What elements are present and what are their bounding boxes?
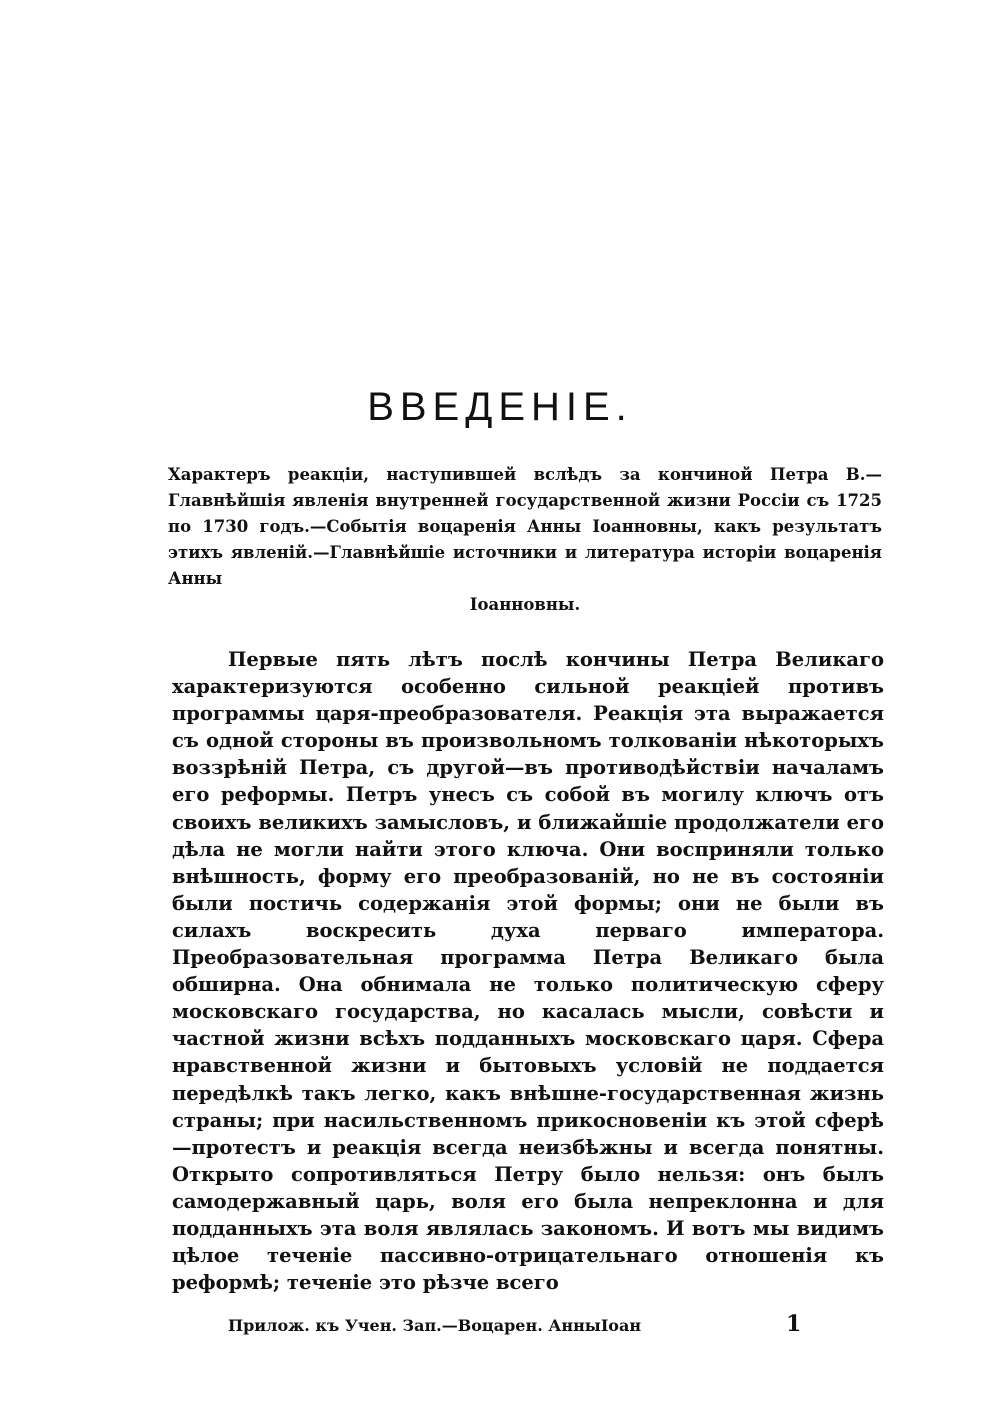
body-text [172,646,884,1296]
page-number: 1 [786,1311,802,1337]
chapter-summary-last-line: Iоанновны. [469,595,581,614]
body-paragraph: Первые пять лѣтъ послѣ кончины Петра Великаго характеризуются особенно сильной реакцiей противъ программы царя-преобразователя. Реакцiя эта выражается съ одной стороны въ произвольномъ толкованiи нѣкоторыхъ воззрѣнiй Петра, съ другой—въ противодѣйствiи началамъ его реформы. Петръ унесъ съ собой въ могилу ключъ отъ своихъ великихъ замысловъ, и ближайшiе продолжатели его дѣла не могли найти этого ключа. Они восприняли только внѣшность, форму его преобразованiй, но не въ состоянiи были постичь содержанiя этой формы; они не были въ силахъ воскресить духа перваго императора. Преобразовательная программа Петра Великаго была обширна. Она обнимала не только политическую сферу московскаго государства, но касалась мысли, совѣсти и частной жизни всѣхъ подданныхъ московскаго царя. Сфера нравственной жизни и бытовыхъ условiй не поддается передѣлкѣ такъ легко, какъ внѣшне-государственная жизнь страны; при насильственномъ прикосновенiи къ этой сферѣ—протестъ и реакцiя всегда неизбѣжны и всегда понятны. Открыто сопротивляться Петру было нельзя: онъ былъ самодержавный царь, воля его была непреклонна и для подданныхъ эта воля являлась закономъ. И вотъ мы видимъ цѣлое теченiе пассивно-отрицательнаго отношенiя къ реформѣ; теченiе это рѣзче всего [172,648,884,1295]
chapter-summary [168,462,882,618]
footer-signature: Прилож. къ Учен. Зап.—Воцарен. АнныIоан [228,1316,642,1335]
page-title: ВВЕДЕНIЕ. [367,385,633,429]
chapter-summary-text: Характеръ реакцiи, наступившей вслѣдъ за кончиной Петра В.—Главнѣйшiя явленiя внутренней государственной жизни Россiи съ 1725 по 1730 годъ.—Событiя воцаренiя Анны Iоанновны, какъ результатъ этихъ явленiй.—Главнѣйшiе источники и литература исторiи воцаренiя Анны [168,465,882,588]
